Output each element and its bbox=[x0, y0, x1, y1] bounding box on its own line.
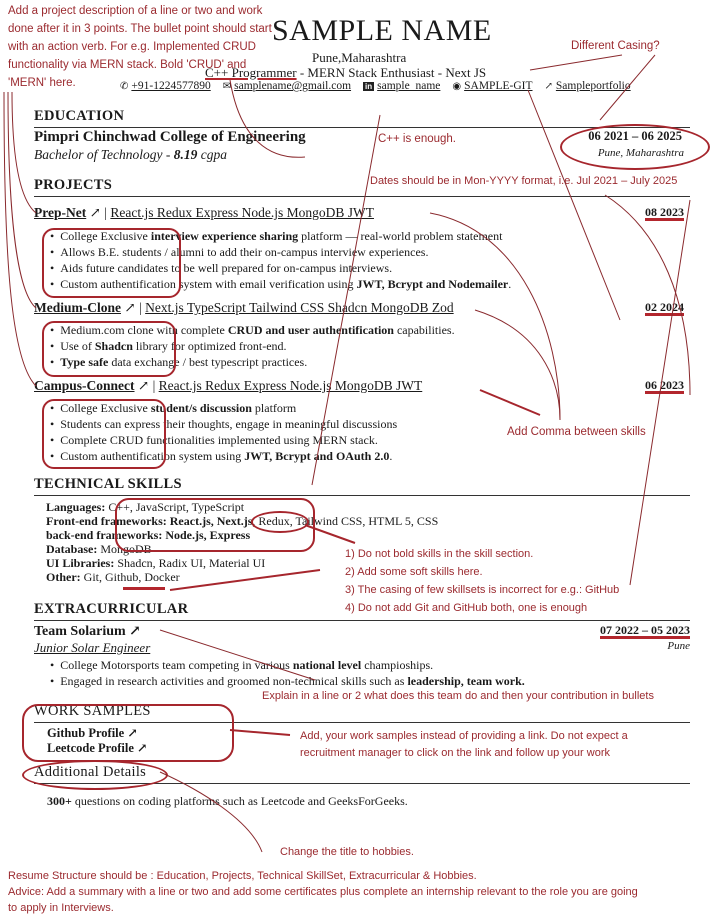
list-item: • Complete CRUD functionalities implemented using MERN stack. bbox=[50, 432, 397, 448]
tagline-nextjs: Next JS bbox=[445, 65, 487, 80]
list-item: • College Exclusive student/s discussion platform bbox=[50, 400, 397, 416]
external-link-icon: ↗ bbox=[544, 81, 553, 92]
project-stack: Next.js TypeScript Tailwind CSS Shadcn MongoDB Zod bbox=[145, 300, 454, 315]
email-link[interactable]: samplename@gmail.com bbox=[234, 80, 352, 92]
leetcode-profile-link[interactable]: Leetcode Profile bbox=[47, 741, 134, 755]
project-row-campus-connect: Campus-Connect ↗ | React.js Redux Express Node.js MongoDB JWT 06 2023 bbox=[34, 378, 684, 393]
candidate-tagline bbox=[205, 65, 486, 81]
annotation-different-casing: Different Casing? bbox=[571, 40, 660, 52]
list-item: • Aids future candidates to be well prepared for on-campus interviews. bbox=[50, 260, 511, 276]
contact-email[interactable] bbox=[223, 80, 351, 92]
annotation-project-description: Add a project description of a line or two and work done after it in 3 points. The bullet point should start with an action verb. For e.g. Implemented CRUD functionality via MERN stack. Bold 'CRUD' and 'MERN' here. bbox=[8, 5, 272, 89]
highlight-work-samples bbox=[22, 704, 234, 762]
annotation-advice-2: to apply in Interviews. bbox=[8, 902, 114, 914]
highlight-action-verbs bbox=[42, 399, 166, 469]
annotation-hobbies: Change the title to hobbies. bbox=[280, 846, 414, 858]
github-profile-link[interactable]: Github Profile bbox=[47, 726, 125, 740]
degree bbox=[34, 147, 227, 163]
role: Junior Solar Engineer bbox=[34, 640, 151, 655]
additional-details-text: 300+ questions on coding platforms such as Leetcode and GeeksForGeeks. bbox=[47, 794, 408, 808]
skills-languages: Languages: C++, JavaScript, TypeScript bbox=[46, 500, 245, 514]
section-heading-technical-skills: TECHNICAL SKILLS bbox=[34, 476, 690, 496]
contact-github[interactable] bbox=[452, 80, 532, 92]
section-heading-education: EDUCATION bbox=[34, 108, 690, 128]
external-link-icon[interactable]: ↗ bbox=[124, 300, 136, 315]
annotation-work-samples-2: recruitment manager to click on the link and follow up your work bbox=[300, 747, 610, 759]
project-name-prep-net[interactable]: Prep-Net bbox=[34, 205, 87, 220]
section-heading-additional-details: Additional Details bbox=[34, 764, 690, 784]
tagline-cpp: C++ Programmer bbox=[205, 65, 297, 80]
project-row-prep-net: Prep-Net ↗ | React.js Redux Express Node.js MongoDB JWT 08 2023 bbox=[34, 205, 684, 220]
extracurricular-bullets bbox=[50, 657, 525, 689]
section-heading-projects: PROJECTS bbox=[34, 177, 690, 197]
project-name-medium-clone[interactable]: Medium-Clone bbox=[34, 300, 121, 315]
education-dates: 06 2021 – 06 2025 bbox=[588, 129, 682, 143]
external-link-icon[interactable]: ↗ bbox=[127, 726, 138, 740]
annotation-skills-note-2: 2) Add some soft skills here. bbox=[345, 566, 483, 578]
email-icon: ✉ bbox=[222, 81, 232, 92]
annotation-cpp-enough: C++ is enough. bbox=[378, 133, 457, 145]
extracurricular-dates: 07 2022 – 05 2023 bbox=[600, 623, 690, 637]
contact-portfolio[interactable] bbox=[545, 80, 631, 92]
contact-phone[interactable] bbox=[120, 80, 211, 92]
annotation-team-explain: Explain in a line or 2 what does this team do and then your contribution in bullets bbox=[262, 690, 654, 702]
list-item: • Engaged in research activities and groomed non-technical skills such as leadership, team work. bbox=[50, 673, 525, 689]
project-stack: React.js Redux Express Node.js MongoDB JWT bbox=[110, 205, 374, 220]
section-divider bbox=[34, 620, 690, 621]
linkedin-icon: in bbox=[365, 82, 373, 91]
annotation-work-samples-1: Add, your work samples instead of providing a link. Do not expect a bbox=[300, 730, 628, 742]
school-name: Pimpri Chinchwad College of Engineering bbox=[34, 129, 306, 145]
external-link-icon[interactable]: ↗ bbox=[129, 624, 141, 639]
highlight-additional-details bbox=[22, 760, 168, 790]
extracurricular-location: Pune bbox=[667, 640, 690, 652]
annotation-skills-note-3: 3) The casing of few skillsets is incorrect for e.g.: GitHub bbox=[345, 584, 620, 596]
list-item: • Type safe data exchange / best typescript practices. bbox=[50, 354, 455, 370]
highlight-nextjs bbox=[251, 511, 309, 533]
team-name: Team Solarium bbox=[34, 624, 126, 639]
skills-backend: back-end frameworks: Node.js, Express bbox=[46, 528, 251, 542]
list-item: • Allows B.E. students / alumni to add their on-campus interview experiences. bbox=[50, 244, 511, 260]
phone-icon: ✆ bbox=[120, 81, 129, 92]
external-link-icon[interactable]: ↗ bbox=[137, 741, 148, 755]
annotation-advice-1: Advice: Add a summary with a line or two and add some certificates plus complete an internship relevant to the role you are going bbox=[8, 886, 638, 898]
project-stack: React.js Redux Express Node.js MongoDB JWT bbox=[158, 378, 423, 393]
extracurricular-row bbox=[34, 623, 690, 640]
phone-link[interactable]: +91-1224577890 bbox=[131, 80, 211, 92]
annotation-add-comma: Add Comma between skills bbox=[507, 426, 646, 438]
skills-ui-libraries: UI Libraries: Shadcn, Radix UI, Material UI bbox=[46, 556, 266, 570]
annotation-skills-note-1: 1) Do not bold skills in the skill section. bbox=[345, 548, 534, 560]
degree-name: Bachelor of Technology - bbox=[34, 147, 174, 162]
section-heading-work-samples: WORK SAMPLES bbox=[34, 703, 690, 723]
tagline-mern: - MERN Stack Enthusiast - bbox=[296, 65, 446, 80]
portfolio-link[interactable]: Sampleportfolio bbox=[555, 80, 631, 92]
external-link-icon[interactable]: ↗ bbox=[137, 378, 150, 393]
skills-frontend: Front-end frameworks: React.js, Next.js, Redux, Tailwind CSS, HTML 5, CSS bbox=[46, 514, 439, 528]
list-item: • Medium.com clone with complete CRUD and user authentification capabilities. bbox=[50, 322, 455, 338]
list-item: • College Motorsports team competing in various national level champioships. bbox=[50, 657, 525, 673]
underline-github bbox=[123, 587, 165, 590]
candidate-name: SAMPLE NAME bbox=[272, 14, 492, 47]
annotation-skills-note-4: 4) Do not add Git and GitHub both, one is enough bbox=[345, 602, 588, 614]
skills-database: Database: MongoDB bbox=[46, 542, 152, 556]
list-item: • College Exclusive interview experience sharing platform — real-world problem statement bbox=[50, 228, 511, 244]
contact-linkedin[interactable] bbox=[363, 80, 440, 92]
highlight-education-dates bbox=[560, 124, 710, 170]
linkedin-link[interactable]: sample_name bbox=[377, 80, 441, 92]
list-item: • Students can express their thoughts, engage in meaningful discussions bbox=[50, 416, 397, 432]
skills-other: Other: Git, Github, Docker bbox=[46, 570, 180, 584]
annotation-structure: Resume Structure should be : Education, Projects, Technical SkillSet, Extracurricular & Hobbies. bbox=[8, 870, 477, 882]
project-date: 08 2023 bbox=[645, 205, 684, 219]
cgpa-label: cgpa bbox=[197, 147, 227, 162]
cgpa-value: 8.19 bbox=[173, 147, 198, 162]
annotation-date-format: Dates should be in Mon-YYYY format, i.e. Jul 2021 – July 2025 bbox=[370, 175, 678, 187]
contact-row bbox=[120, 80, 631, 92]
project-date: 02 2024 bbox=[645, 300, 684, 314]
github-link[interactable]: SAMPLE-GIT bbox=[464, 80, 533, 92]
education-location: Pune, Maharashtra bbox=[597, 147, 684, 159]
list-item: • Use of Shadcn library for optimized front-end. bbox=[50, 338, 455, 354]
github-icon: ◉ bbox=[452, 81, 462, 92]
list-item: • Custom authentification system with email verification using JWT, Bcrypt and Nodemailer. bbox=[50, 276, 511, 292]
candidate-location: Pune,Maharashtra bbox=[312, 50, 407, 65]
highlight-action-verbs bbox=[42, 228, 181, 298]
project-date: 06 2023 bbox=[645, 378, 684, 392]
project-name-campus-connect[interactable]: Campus-Connect bbox=[34, 378, 135, 393]
highlight-action-verbs bbox=[42, 321, 176, 377]
role-row bbox=[34, 640, 690, 656]
external-link-icon[interactable]: ↗ bbox=[89, 205, 101, 220]
section-heading-extracurricular: EXTRACURRICULAR bbox=[34, 601, 189, 617]
project-row-medium-clone: Medium-Clone ↗ | Next.js TypeScript Tailwind CSS Shadcn MongoDB Zod 02 2024 bbox=[34, 300, 684, 315]
list-item: • Custom authentification system using JWT, Bcrypt and OAuth 2.0. bbox=[50, 448, 397, 464]
